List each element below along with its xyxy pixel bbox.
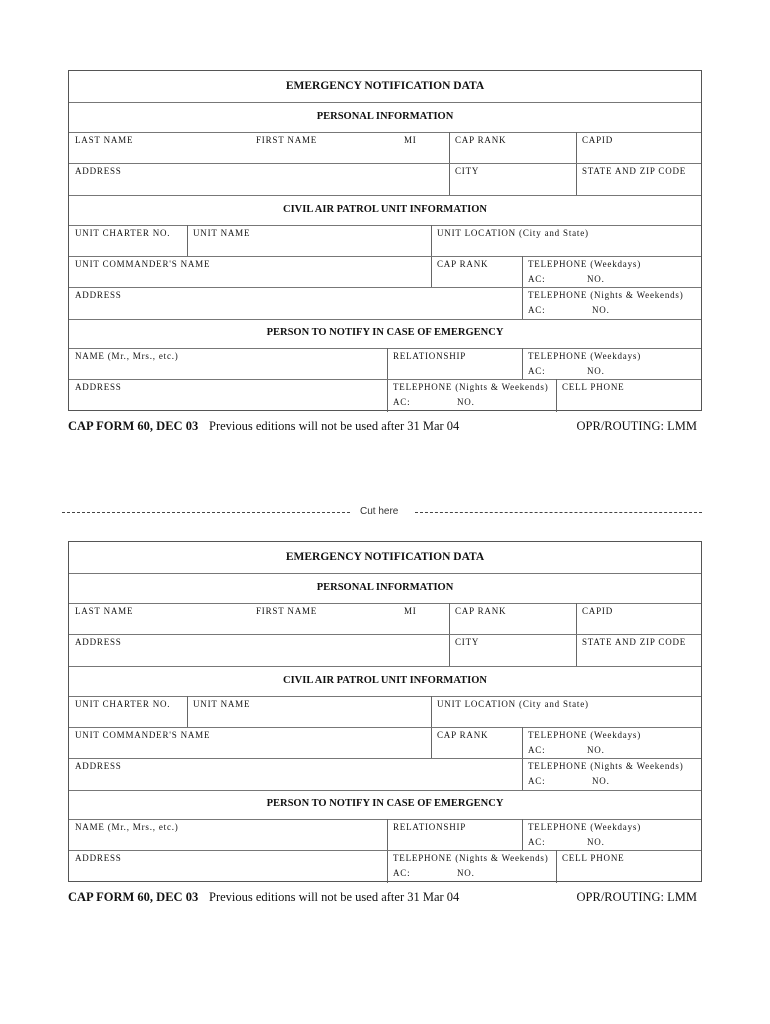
unit-info-header: CIVIL AIR PATROL UNIT INFORMATION (282, 204, 487, 215)
notify-name-field: NAME (Mr., Mrs., etc.) (75, 351, 179, 361)
relationship-field: RELATIONSHIP (393, 351, 467, 361)
notify-address-field: ADDRESS (75, 382, 122, 392)
unit-location-field: UNIT LOCATION (City and State) (437, 699, 589, 709)
cap-rank-field: CAP RANK (455, 135, 507, 145)
divider (556, 850, 557, 883)
divider (69, 319, 701, 320)
city-field: CITY (455, 637, 480, 647)
no-label: NO. (587, 274, 605, 284)
unit-info-header: CIVIL AIR PATROL UNIT INFORMATION (282, 675, 487, 686)
notify-name-field: NAME (Mr., Mrs., etc.) (75, 822, 179, 832)
opr-routing: OPR/ROUTING: LMM (576, 890, 697, 904)
cell-phone-field: CELL PHONE (562, 382, 625, 392)
emergency-notification-form (68, 70, 702, 411)
unit-name-field: UNIT NAME (193, 699, 251, 709)
divider (69, 696, 701, 697)
ac-label: AC: (528, 837, 546, 847)
ac-label: AC: (393, 868, 411, 878)
last-name-field: LAST NAME (75, 135, 134, 145)
ac-label: AC: (528, 366, 546, 376)
divider (69, 132, 701, 133)
unit-charter-field: UNIT CHARTER NO. (75, 699, 171, 709)
editions-note: Previous editions will not be used after 31 Mar 04 (209, 890, 460, 904)
divider (187, 696, 188, 727)
cut-label: Cut here (360, 506, 399, 517)
no-label: NO. (592, 305, 610, 315)
divider (69, 819, 701, 820)
notify-address-field: ADDRESS (75, 853, 122, 863)
commander-address-field: ADDRESS (75, 761, 122, 771)
personal-info-header: PERSONAL INFORMATION (316, 111, 454, 122)
city-field: CITY (455, 166, 480, 176)
editions-note: Previous editions will not be used after 31 Mar 04 (209, 419, 460, 433)
ac-label: AC: (528, 274, 546, 284)
first-name-field: FIRST NAME (256, 135, 318, 145)
cell-phone-field: CELL PHONE (562, 853, 625, 863)
last-name-field: LAST NAME (75, 606, 134, 616)
emergency-notification-form (68, 541, 702, 882)
divider (387, 348, 388, 412)
form-title: EMERGENCY NOTIFICATION DATA (285, 551, 485, 563)
divider (69, 790, 701, 791)
divider (69, 287, 701, 288)
no-label: NO. (592, 776, 610, 786)
divider (522, 348, 523, 379)
opr-routing: OPR/ROUTING: LMM (576, 419, 697, 433)
divider (69, 634, 701, 635)
notify-header: PERSON TO NOTIFY IN CASE OF EMERGENCY (266, 798, 504, 809)
divider (387, 819, 388, 883)
cap-rank-field: CAP RANK (455, 606, 507, 616)
commander-address-field: ADDRESS (75, 290, 122, 300)
form-id: CAP FORM 60, DEC 03 (68, 419, 199, 433)
mi-field: MI (404, 606, 417, 616)
notify-tel-nights: TELEPHONE (Nights & Weekends) (393, 853, 549, 863)
unit-name-field: UNIT NAME (193, 228, 251, 238)
cut-dash-right (415, 512, 702, 513)
ac-label: AC: (393, 397, 411, 407)
commander-tel-weekdays: TELEPHONE (Weekdays) (528, 259, 641, 269)
state-zip-field: STATE AND ZIP CODE (582, 637, 687, 647)
form-id: CAP FORM 60, DEC 03 (68, 890, 199, 904)
divider (69, 850, 701, 851)
notify-header: PERSON TO NOTIFY IN CASE OF EMERGENCY (266, 327, 504, 338)
mi-field: MI (404, 135, 417, 145)
no-label: NO. (587, 837, 605, 847)
unit-location-field: UNIT LOCATION (City and State) (437, 228, 589, 238)
commander-tel-weekdays: TELEPHONE (Weekdays) (528, 730, 641, 740)
divider (69, 727, 701, 728)
first-name-field: FIRST NAME (256, 606, 318, 616)
commander-tel-nights: TELEPHONE (Nights & Weekends) (528, 761, 684, 771)
divider (69, 666, 701, 667)
no-label: NO. (457, 397, 475, 407)
divider (556, 379, 557, 412)
address-field: ADDRESS (75, 637, 122, 647)
commander-tel-nights: TELEPHONE (Nights & Weekends) (528, 290, 684, 300)
no-label: NO. (587, 745, 605, 755)
divider (69, 758, 701, 759)
commander-rank-field: CAP RANK (437, 259, 489, 269)
form-title: EMERGENCY NOTIFICATION DATA (285, 80, 485, 92)
state-zip-field: STATE AND ZIP CODE (582, 166, 687, 176)
address-field: ADDRESS (75, 166, 122, 176)
divider (69, 256, 701, 257)
commander-name-field: UNIT COMMANDER'S NAME (75, 259, 211, 269)
ac-label: AC: (528, 745, 546, 755)
notify-tel-weekdays: TELEPHONE (Weekdays) (528, 822, 641, 832)
ac-label: AC: (528, 776, 546, 786)
cut-dash-left (62, 512, 350, 513)
commander-rank-field: CAP RANK (437, 730, 489, 740)
divider (69, 195, 701, 196)
divider (69, 603, 701, 604)
divider (187, 225, 188, 256)
capid-field: CAPID (582, 135, 614, 145)
notify-tel-nights: TELEPHONE (Nights & Weekends) (393, 382, 549, 392)
personal-info-header: PERSONAL INFORMATION (316, 582, 454, 593)
divider (69, 573, 701, 574)
no-label: NO. (457, 868, 475, 878)
divider (69, 102, 701, 103)
notify-tel-weekdays: TELEPHONE (Weekdays) (528, 351, 641, 361)
divider (69, 163, 701, 164)
divider (69, 225, 701, 226)
capid-field: CAPID (582, 606, 614, 616)
commander-name-field: UNIT COMMANDER'S NAME (75, 730, 211, 740)
no-label: NO. (587, 366, 605, 376)
ac-label: AC: (528, 305, 546, 315)
divider (69, 379, 701, 380)
unit-charter-field: UNIT CHARTER NO. (75, 228, 171, 238)
relationship-field: RELATIONSHIP (393, 822, 467, 832)
divider (522, 819, 523, 850)
divider (69, 348, 701, 349)
